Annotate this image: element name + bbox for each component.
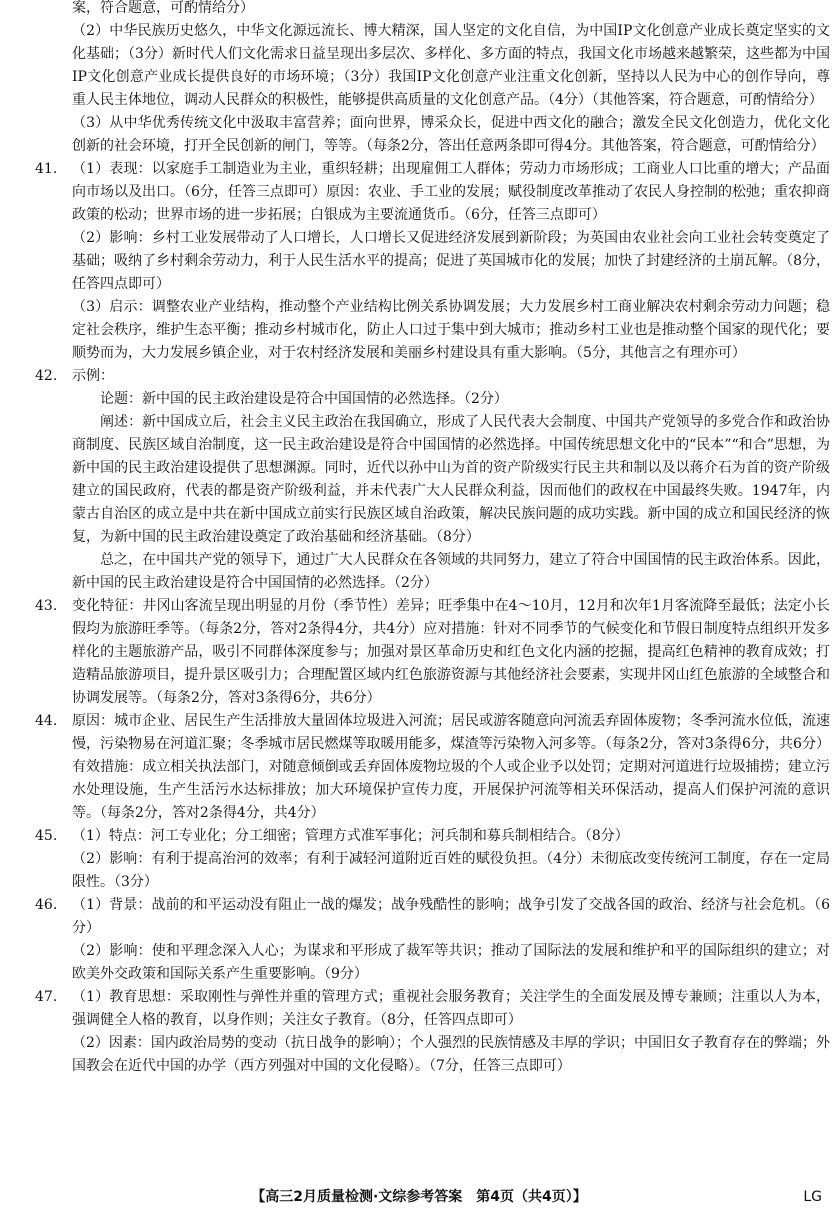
q47-part2: （2）因素：国内政治局势的变动（抗日战争的影响）；个人强烈的民族情感及丰厚的学识；中国旧女子教育存在的弊端；外国教会在近代中国的办学（西方列强对中国的文化侵略）。（7分，任答三点即可） bbox=[72, 1035, 830, 1074]
question-number: 47. bbox=[35, 989, 58, 1005]
q40-part2: （2）中华民族历史悠久，中华文化源远流长、博大精深，国人坚定的文化自信，为中国IP文化创意产业成长奠定坚实的文化基础；（3分）新时代人们文化需求日益呈现出多层次、多样化、多方面的特点，我国文化市场越来越繁荣，这些都为中国IP文化创意产业成长提供良好的市场环境；（3分）我国IP文化创意产业注重文化创新，坚持以人民为中心的创作导向，尊重人民主体地位，调动人民群众的积极性，能够提供高质量的文化创意产品。（4分）（其他答案，符合题意，可酌情给分） bbox=[72, 23, 830, 108]
q41-part3: （3）启示：调整农业产业结构，推动整个产业结构比例关系协调发展；大力发展乡村工商业解决农村剩余劳动力问题；稳定社会秩序，维护生态平衡；推动乡村城市化，防止人口过于集中到大城市；推动乡村工业也是推动整个国家的现代化；要顺势而为，大力发展乡镇企业，对于农村经济发展和美丽乡村建设具有重大影响。（5分，其他言之有理亦可） bbox=[72, 299, 830, 361]
q42-thesis: 论题：新中国的民主政治建设是符合中国国情的必然选择。（2分） bbox=[100, 391, 508, 407]
question-number: 44. bbox=[35, 713, 58, 729]
question-44 bbox=[35, 710, 830, 825]
question-42 bbox=[35, 365, 830, 388]
q46-part1: （1）背景：战前的和平运动没有阻止一战的爆发；战争残酷性的影响；战争引发了交战各国的政治、经济与社会危机。（6分） bbox=[72, 897, 830, 936]
q47-part1: （1）教育思想：采取刚性与弹性并重的管理方式；重视社会服务教育；关注学生的全面发展及博专兼顾；注重以人为本，强调健全人格的教育，以身作则；关注女子教育。（8分，任答四点即可） bbox=[72, 989, 830, 1028]
q44-answer: 原因：城市企业、居民生产生活排放大量固体垃圾进入河流；居民或游客随意向河流丢弃固体废物；冬季河流水位低，流速慢，污染物易在河道汇聚；冬季城市居民燃煤等取暖用能多，煤渣等污染物入河多等。（每条2分，答对3条得6分，共6分）有效措施：成立相关执法部门，对随意倾倒或丢弃固体废物垃圾的个人或企业予以处罚；定期对河道进行垃圾捕捞；建立污水处理设施，生产生活污水达标排放；加大环境保护宣传力度，开展保护河流等相关环保活动，提高人们保护河流的意识等。（每条2分，答对2条得4分，共4分） bbox=[72, 713, 830, 821]
q42-example-label: 示例： bbox=[72, 368, 114, 384]
question-number: 41. bbox=[35, 161, 58, 177]
question-number: 42. bbox=[35, 368, 58, 384]
q40-part2-tail: 案，符合题意，可酌情给分） bbox=[72, 0, 254, 16]
question-45 bbox=[35, 825, 830, 894]
q43-answer: 变化特征：井冈山客流呈现出明显的月份（季节性）差异；旺季集中在4～10月，12月和次年1月客流降至最低；法定小长假均为旅游旺季等。（每条2分，答对2条得4分，共4分）应对措施：针对不同季节的气候变化和节假日制度特点组织开发多样化的主题旅游产品，吸引不同群体深度参与；加强对景区革命历史和红色文化内涵的挖掘，提高红色精神的教育成效；打造精品旅游项目，提升景区吸引力；合理配置区域内红色旅游资源与其他经济社会要素，实现井冈山红色旅游的全域整合和协调发展等。（每条2分，答对3条得6分，共6分） bbox=[72, 598, 830, 706]
question-43 bbox=[35, 595, 830, 710]
q41-part1: （1）表现：以家庭手工制造业为主业，重织轻耕；出现雇佣工人群体；劳动力市场形成；工商业人口比重的增大；产品面向市场以及出口。（6分，任答三点即可）原因：农业、手工业的发展；赋役制度改革推动了农民人身控制的松弛；重农抑商政策的松动；世界市场的进一步拓展；白银成为主要流通货币。（6分，任答三点即可） bbox=[72, 161, 830, 223]
question-47 bbox=[35, 986, 830, 1078]
q40-part3: （3）从中华优秀传统文化中汲取丰富营养；面向世界，博采众长，促进中西文化的融合；激发全民文化创造力，优化文化创新的社会环境，打开全民创新的闸门，等等。（每条2分，答出任意两条即可得4分。其他答案，符合题意，可酌情给分） bbox=[72, 115, 830, 154]
q45-part1: （1）特点：河工专业化；分工细密；管理方式准军事化；河兵制和募兵制相结合。（8分） bbox=[72, 828, 629, 844]
question-46 bbox=[35, 894, 830, 986]
answer-content bbox=[35, 0, 830, 1078]
footer-code: LG bbox=[803, 1189, 822, 1205]
question-number: 46. bbox=[35, 897, 58, 913]
q41-part2: （2）影响：乡村工业发展带动了人口增长，人口增长又促进经济发展到新阶段；为英国由农业社会向工业社会转变奠定了基础；吸纳了乡村剩余劳动力，利于人民生活水平的提高；促进了英国城市化的发展；加快了封建经济的土崩瓦解。（8分，任答四点即可） bbox=[72, 230, 830, 292]
question-number: 45. bbox=[35, 828, 58, 844]
question-number: 43. bbox=[35, 598, 58, 614]
q42-conclusion: 总之，在中国共产党的领导下，通过广大人民群众在各领域的共同努力，建立了符合中国国情的民主政治体系。因此，新中国的民主政治建设是符合中国国情的必然选择。（2分） bbox=[72, 552, 830, 591]
q46-part2: （2）影响：使和平理念深入人心；为谋求和平形成了裁军等共识；推动了国际法的发展和维护和平的国际组织的建立；对欧美外交政策和国际关系产生重要影响。（9分） bbox=[72, 943, 830, 982]
question-41 bbox=[35, 158, 830, 365]
footer-title: 【高三2月质量检测·文综参考答案 第4页（共4页）】 bbox=[251, 1189, 587, 1205]
q45-part2: （2）影响：有利于提高治河的效率；有利于减轻河道附近百姓的赋役负担。（4分）未彻底改变传统河工制度，存在一定局限性。（3分） bbox=[72, 851, 830, 890]
q42-argument: 阐述：新中国成立后，社会主义民主政治在我国确立，形成了人民代表大会制度、中国共产党领导的多党合作和政治协商制度、民族区域自治制度，这一民主政治建设是符合中国国情的必然选择。中国传统思想文化中的“民本”“和合”思想，为新中国的民主政治建设提供了思想渊源。同时，近代以孙中山为首的资产阶级实行民主共和制以及以蒋介石为首的资产阶级建立的国民政府，代表的都是资产阶级利益，并未代表广大人民群众利益，因而他们的政权在中国最终失败。1947年，内蒙古自治区的成立是中共在新中国成立前实行民族区域自治政策，解决民族问题的成功实践。新中国的成立和国民经济的恢复，为新中国的民主政治建设奠定了政治基础和经济基础。（8分） bbox=[72, 414, 830, 545]
page-footer bbox=[0, 1186, 838, 1208]
